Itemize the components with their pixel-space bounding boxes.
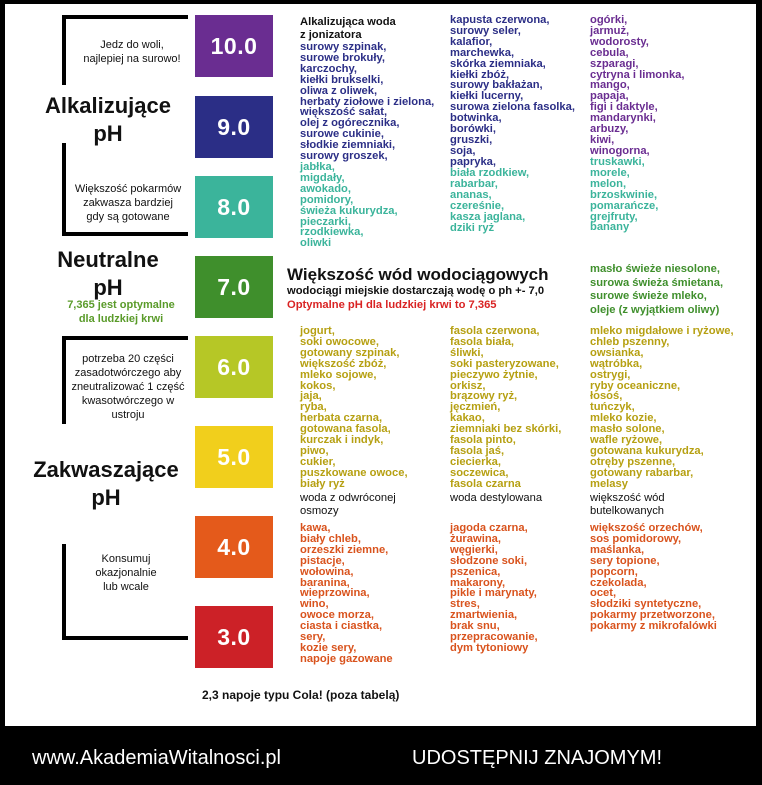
acid-col2-list: fasola czerwona, fasola biała, śliwki, soki pasteryzowane, pieczywo żytnie, orkisz, brązowy ryż, jęczmień, kakao, ziemniaki bez skórki, fasola pinto, fasola jaś, ciecierka, soczewica, fasola czarna (450, 325, 562, 490)
bracket-mid-vertical (62, 143, 66, 235)
strong-acid-col2-list: jagoda czarna, żurawina, węgierki, słodzone soki, pszenica, makarony, pikle i marynaty, stres, zmartwienia, brak snu, przepracowanie, dym tytoniowy (450, 522, 538, 654)
ph-block-7: 7.0 (195, 256, 273, 318)
note-eat-raw: Jedz do woli, najlepiej na surowo! (83, 39, 181, 65)
website-link[interactable]: www.AkademiaWitalnosci.pl (32, 747, 281, 769)
ph-block-5: 5.0 (195, 426, 273, 488)
blood-note: 7,365 jest optymalne dla ludzkiej krwi (67, 299, 175, 325)
alkaline-col1-light-list: jabłka, migdały, awokado, pomidory, świeża kukurydza, pieczarki, rzodkiewka, oliwki (300, 161, 398, 250)
note-rarely: Konsumuj okazjonalnie lub wcale (95, 553, 157, 593)
ph-block-4: 4.0 (195, 516, 273, 578)
share-text: UDOSTĘPNIJ ZNAJOMYM! (412, 747, 663, 769)
ph-block-6: 6.0 (195, 336, 273, 398)
strong-acid-col1-list: kawa, biały chleb, orzeszki ziemne, pistacje, wołowina, baranina, wieprzowina, wino, owoce morza, ciasta i ciastka, sery, kozie sery, napoje gazowane (300, 522, 393, 665)
bracket-top-horizontal (62, 15, 188, 19)
alkaline-water-header: Alkalizująca woda z jonizatora (300, 16, 396, 41)
cola-note: 2,3 napoje typu Cola! (poza tabelą) (202, 688, 400, 702)
bracket-acid-horizontal (62, 336, 188, 340)
note-20-parts: potrzeba 20 części zasadotwórczego aby zneutralizować 1 część kwasotwórczego w ustroju (71, 353, 185, 421)
bracket-bottom-vertical (62, 544, 66, 640)
neutral-col3-list: masło świeże niesolone, surowa świeża śmietana, surowe świeże mleko, oleje (z wyjątkiem oliwy) (590, 263, 724, 316)
ph-block-10: 10.0 (195, 15, 273, 77)
alkaline-col2-list: kapusta czerwona, surowy seler, kalafior, marchewka, skórka ziemniaka, kiełki zbóż, surowy bakłażan, kiełki lucerny, surowa zielona fasolka, botwinka, borówki, gruszki, soja, papryka, (450, 14, 575, 168)
neutral-title: Neutralne pH (57, 247, 159, 300)
neutral-subtext: wodociągi miejskie dostarczają wodę o ph +- 7,0 (287, 285, 545, 297)
acid-title: Zakwaszające pH (33, 457, 179, 510)
strong-acid-col3-list: większość orzechów, sos pomidorowy, maślanka, sery topione, popcorn, czekolada, ocet, słodziki syntetyczne, pokarmy przetworzone, pokarmy z mikrofalówki (590, 522, 717, 633)
alkaline-title: Alkalizujące pH (45, 93, 171, 146)
ph-block-9: 9.0 (195, 96, 273, 158)
alkaline-col2-light-list: biała rzodkiew, rabarbar, ananas, czereśnie, kasza jaglana, dziki ryż (450, 167, 530, 234)
bracket-top-vertical (62, 15, 66, 85)
neutral-title-text: Większość wód wodociągowych (287, 265, 549, 284)
alkaline-col3-light-list: truskawki, morele, melon, brzoskwinie, pomarańcze, grejfruty, banany (590, 156, 659, 234)
ph-block-3: 3.0 (195, 606, 273, 668)
bracket-acid-vertical (62, 336, 66, 424)
water-bottled: większość wód butelkowanych (590, 492, 665, 517)
neutral-optimal: Optymalne pH dla ludzkiej krwi to 7,365 (287, 299, 497, 311)
bracket-mid-horizontal (62, 232, 188, 236)
water-reverse-osmosis: woda z odwróconej osmozy (300, 492, 396, 517)
alkaline-col3-list: ogórki, jarmuż, wodorosty, cebula, szparagi, cytryna i limonka, mango, papaja, figi i daktyle, mandarynki, arbuzy, kiwi, winogorna, (590, 14, 685, 157)
bracket-bottom-horizontal (62, 636, 188, 640)
alkaline-col1-list: surowy szpinak, surowe brokuły, karczochy, kiełki brukselki, oliwa z oliwek, herbaty ziołowe i zielona, większość sałat, olej z ogórecznika, surowe cukinie, słodkie ziemniaki, surowy groszek, (300, 41, 435, 163)
ph-block-8: 8.0 (195, 176, 273, 238)
note-cooked: Większość pokarmów zakwasza bardziej gdy są gotowane (74, 183, 182, 223)
acid-col1-list: jogurt, soki owocowe, gotowany szpinak, większość zbóż, mleko sojowe, kokos, jaja, ryba, herbata czarna, gotowana fasola, kurczak i indyk, piwo, cukier, puszkowane owoce, biały ryż (300, 325, 408, 490)
acid-col3-list: mleko migdałowe i ryżowe, chleb pszenny, owsianka, wątróbka, ostrygi, ryby oceaniczne, łosoś, tuńczyk, mleko kozie, masło solone, wafle ryżowe, gotowana kukurydza, otręby pszenne, gotowany rabarbar, melasy (590, 325, 734, 490)
water-distilled: woda destylowana (450, 492, 543, 504)
